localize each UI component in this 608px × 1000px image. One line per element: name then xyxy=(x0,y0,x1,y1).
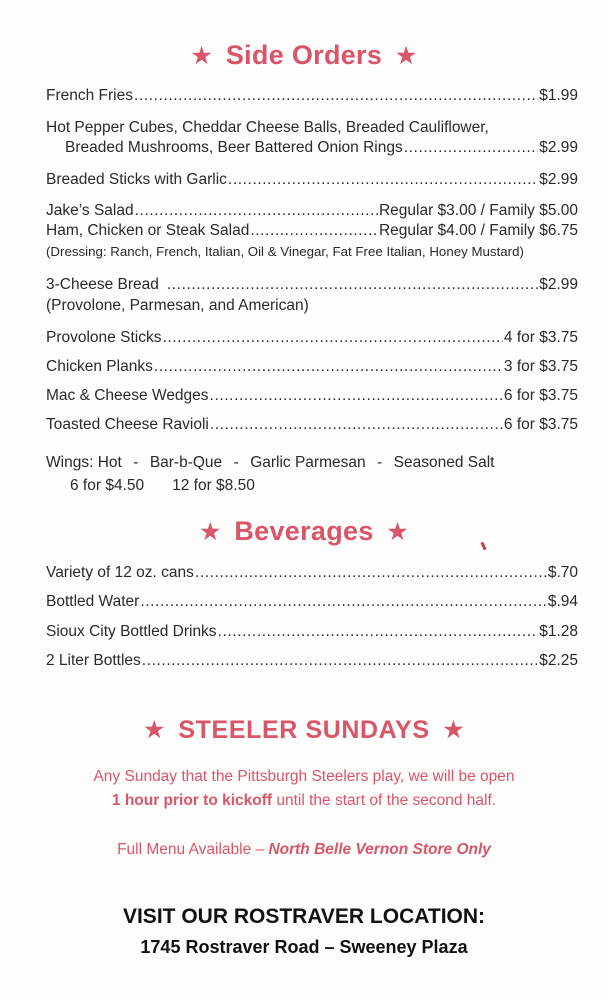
item-price: $1.99 xyxy=(539,87,578,104)
item-price: $2.99 xyxy=(539,139,578,156)
menu-item-chicken-planks xyxy=(46,357,578,377)
separator: - xyxy=(133,454,139,471)
wings-price-12: 12 for $8.50 xyxy=(172,477,255,494)
wings-flavors xyxy=(46,453,494,473)
item-price: $2.99 xyxy=(539,171,578,188)
item-price: 4 for $3.75 xyxy=(503,329,578,346)
item-name: Bottled Water xyxy=(46,593,140,610)
item-price: $1.28 xyxy=(539,623,578,640)
menu-item-meat-salad xyxy=(46,221,578,241)
menu-item-assorted-sides xyxy=(65,138,578,158)
beverages-heading xyxy=(0,516,608,547)
item-price: 6 for $3.75 xyxy=(503,416,578,433)
leader-dots xyxy=(250,221,378,241)
item-name: French Fries xyxy=(46,87,133,104)
item-name: Toasted Cheese Ravioli xyxy=(46,416,209,433)
menu-item-french-fries xyxy=(46,86,578,106)
item-name: Variety of 12 oz. cans xyxy=(46,564,194,581)
full-menu-prefix: Full Menu Available – xyxy=(117,841,269,858)
wings-flavor: Bar-b-Que xyxy=(149,454,223,471)
menu-item-toasted-ravioli xyxy=(46,415,578,435)
menu-item-cans xyxy=(46,563,578,583)
star-icon: ★ xyxy=(387,519,408,544)
leader-dots xyxy=(135,201,378,221)
star-icon: ★ xyxy=(191,43,212,68)
item-name: Ham, Chicken or Steak Salad xyxy=(46,222,250,239)
wings-flavor: Seasoned Salt xyxy=(393,454,495,471)
item-price: Regular $3.00 / Family $5.00 xyxy=(378,202,578,219)
dressing-note: (Dressing: Ranch, French, Italian, Oil & Vinegar, Fat Free Italian, Honey Mustard) xyxy=(46,244,524,259)
item-name: Jake’s Salad xyxy=(46,202,134,219)
wings-flavor: Garlic Parmesan xyxy=(250,454,366,471)
item-price: Regular $4.00 / Family $6.75 xyxy=(378,222,578,239)
menu-item-2-liter xyxy=(46,651,578,671)
item-name-line: Hot Pepper Cubes, Cheddar Cheese Balls, Breaded Cauliflower, xyxy=(46,119,489,136)
wings-price-6: 6 for $4.50 xyxy=(70,477,145,494)
item-price: $2.99 xyxy=(539,276,578,293)
menu-item-mac-cheese-wedges xyxy=(46,386,578,406)
leader-dots xyxy=(210,415,503,435)
side-orders-title: Side Orders xyxy=(225,40,383,70)
menu-item-jakes-salad xyxy=(46,201,578,221)
store-only-emphasis: North Belle Vernon Store Only xyxy=(268,841,491,858)
steeler-sundays-title: STEELER SUNDAYS xyxy=(178,716,430,744)
item-price: $.94 xyxy=(547,593,578,610)
item-name: Chicken Planks xyxy=(46,358,153,375)
leader-dots xyxy=(195,563,547,583)
wings-prices xyxy=(70,476,255,496)
wings-label: Wings: xyxy=(46,454,94,471)
star-icon: ★ xyxy=(200,519,221,544)
leader-dots xyxy=(167,275,538,295)
item-name: Mac & Cheese Wedges xyxy=(46,387,209,404)
leader-dots xyxy=(218,622,539,642)
item-name: 2 Liter Bottles xyxy=(46,652,141,669)
leader-dots xyxy=(162,328,502,348)
visit-title: VISIT OUR ROSTRAVER LOCATION: xyxy=(122,905,486,928)
menu-item-breaded-sticks xyxy=(46,170,578,190)
item-price: $2.25 xyxy=(539,652,578,669)
visit-address: 1745 Rostraver Road – Sweeney Plaza xyxy=(140,937,468,957)
steeler-line-2-rest: until the start of the second half. xyxy=(272,792,497,809)
item-price: 6 for $3.75 xyxy=(503,387,578,404)
item-name: Provolone Sticks xyxy=(46,329,162,346)
steeler-line-2 xyxy=(0,789,608,813)
leader-dots xyxy=(134,86,538,106)
leader-dots xyxy=(404,138,538,158)
separator: - xyxy=(377,454,383,471)
menu-item-cheese-bread xyxy=(46,275,578,295)
star-icon: ★ xyxy=(144,717,165,742)
item-name: Breaded Mushrooms, Beer Battered Onion Rings xyxy=(65,139,403,156)
menu-item-bottled-water xyxy=(46,592,578,612)
leader-dots xyxy=(228,170,538,190)
steeler-sundays-heading xyxy=(0,716,608,745)
item-price: $.70 xyxy=(547,564,578,581)
menu-item-sioux-city xyxy=(46,622,578,642)
star-icon: ★ xyxy=(443,717,464,742)
item-name: 3-Cheese Bread xyxy=(46,276,159,293)
item-name: Breaded Sticks with Garlic xyxy=(46,171,227,188)
beverages-title: Beverages xyxy=(234,516,374,546)
side-orders-heading xyxy=(0,40,608,71)
leader-dots xyxy=(142,651,538,671)
item-price: 3 for $3.75 xyxy=(503,358,578,375)
leader-dots xyxy=(154,357,503,377)
kickoff-emphasis: 1 hour prior to kickoff xyxy=(111,792,273,809)
cheese-bread-note: (Provolone, Parmesan, and American) xyxy=(46,297,309,314)
full-menu-line xyxy=(0,838,608,862)
separator: - xyxy=(233,454,239,471)
star-icon: ★ xyxy=(396,43,417,68)
menu-item-provolone-sticks xyxy=(46,328,578,348)
steeler-line-1: Any Sunday that the Pittsburgh Steelers play, we will be open xyxy=(93,768,515,785)
leader-dots xyxy=(210,386,503,406)
wings-flavor: Hot xyxy=(97,454,122,471)
leader-dots xyxy=(140,592,547,612)
item-name: Sioux City Bottled Drinks xyxy=(46,623,217,640)
